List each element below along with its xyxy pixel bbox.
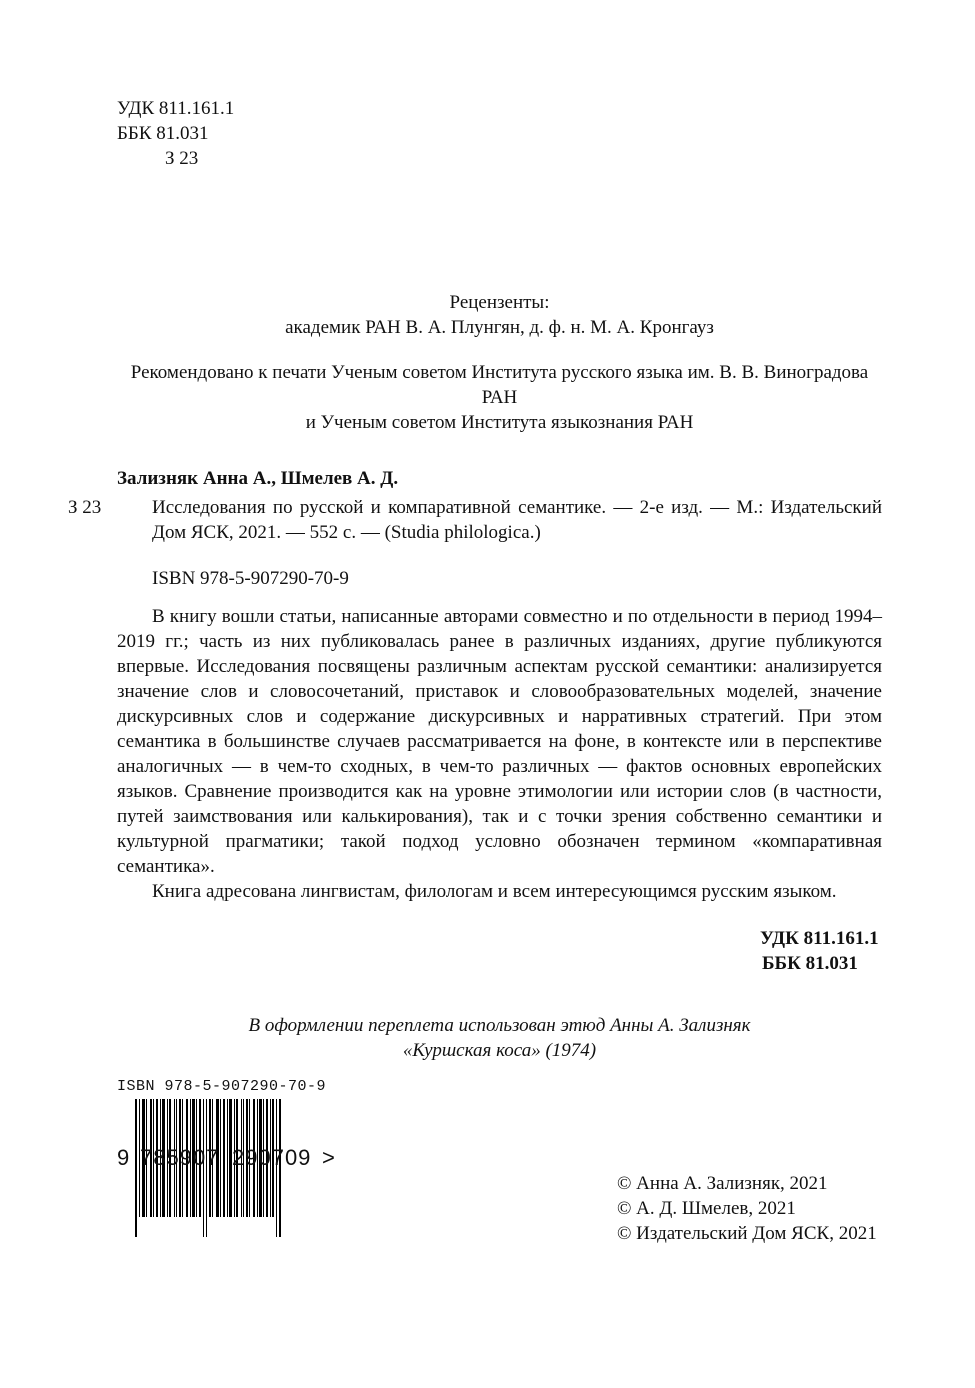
copyright-block <box>617 1171 877 1246</box>
copyright-line: © А. Д. Шмелев, 2021 <box>617 1198 796 1219</box>
barcode-end-mark: > <box>322 1145 335 1170</box>
barcode-lead-digit: 9 <box>117 1145 130 1170</box>
abstract <box>117 604 882 904</box>
cover-note-line-1: В оформлении переплета использован этюд Анны А. Зализняк <box>248 1015 751 1036</box>
barcode-bar <box>220 1099 221 1217</box>
barcode-isbn-text: ISBN 978-5-907290-70-9 <box>117 1078 327 1095</box>
cover-note <box>117 1013 882 1063</box>
copyright-line: © Анна А. Зализняк, 2021 <box>617 1173 828 1194</box>
udk-code-bottom: УДК 811.161.1 <box>760 928 879 949</box>
barcode-bar <box>223 1099 225 1217</box>
abstract-paragraph-2: Книга адресована лингвистам, филологам и всем интересующимся русским языком. <box>152 881 837 902</box>
recommended-block <box>117 360 882 435</box>
reviewers-names: академик РАН В. А. Плунгян, д. ф. н. М. А. Кронгауз <box>285 317 714 338</box>
cover-note-line-2: «Куршская коса» (1974) <box>402 1040 597 1061</box>
isbn-line: ISBN 978-5-907290-70-9 <box>152 568 349 589</box>
barcode-digits-group-1: 785907 <box>140 1145 220 1170</box>
reviewers-block <box>117 290 882 340</box>
classification-bottom <box>700 926 879 976</box>
authors: Зализняк Анна А., Шмелев А. Д. <box>117 468 399 489</box>
bbk-code: ББК 81.031 <box>117 123 209 144</box>
recommended-line-2: и Ученым советом Института языкознания РАН <box>305 412 694 433</box>
abstract-paragraph-1: В книгу вошли статьи, написанные авторами совместно и по отдельности в период 1994–2019 гг.; часть из них публиковалась ранее в различных изданиях, другие публикуются впервые. Исследования посвящены различным аспектам русской семантики: анализируется значение слов и словосочетаний, приставок и словообразовательных моделей, значение дискурсивных слов и содержание дискурсивных и нарративных стратегий. При этом семантика в большинстве случаев рассматривается на фоне, в контексте или в перспективе аналогичных — в чем-то сходных, в чем-то различных — фактов основных европейских языков. Сравнение производится как на уровне этимологии или истории слов (в частности, путей заимствования или калькирования), так и с точки зрения собственно семантики и культурной прагматики; такой подход условно обозначен термином «компаративная семантика». <box>117 606 882 877</box>
barcode-bar <box>135 1099 137 1237</box>
reviewers-heading: Рецензенты: <box>449 292 550 313</box>
index-code: З 23 <box>68 497 102 518</box>
author-sign-code: З 23 <box>165 148 199 169</box>
barcode-bar <box>227 1099 228 1217</box>
bibliographic-description: Исследования по русской и компаративной семантике. — 2-е изд. — М.: Издательский Дом ЯСК, 2021. — 552 с. — (Studia philologica.) <box>152 497 882 543</box>
bbk-code-bottom: ББК 81.031 <box>762 953 858 974</box>
copyright-line: © Издательский Дом ЯСК, 2021 <box>617 1223 877 1244</box>
classification-top <box>117 96 234 171</box>
barcode-digits-group-2: 290709 <box>232 1145 312 1170</box>
recommended-line-1: Рекомендовано к печати Ученым советом Института русского языка им. В. В. Виноградова РАН <box>130 362 869 408</box>
udk-code: УДК 811.161.1 <box>117 98 235 119</box>
